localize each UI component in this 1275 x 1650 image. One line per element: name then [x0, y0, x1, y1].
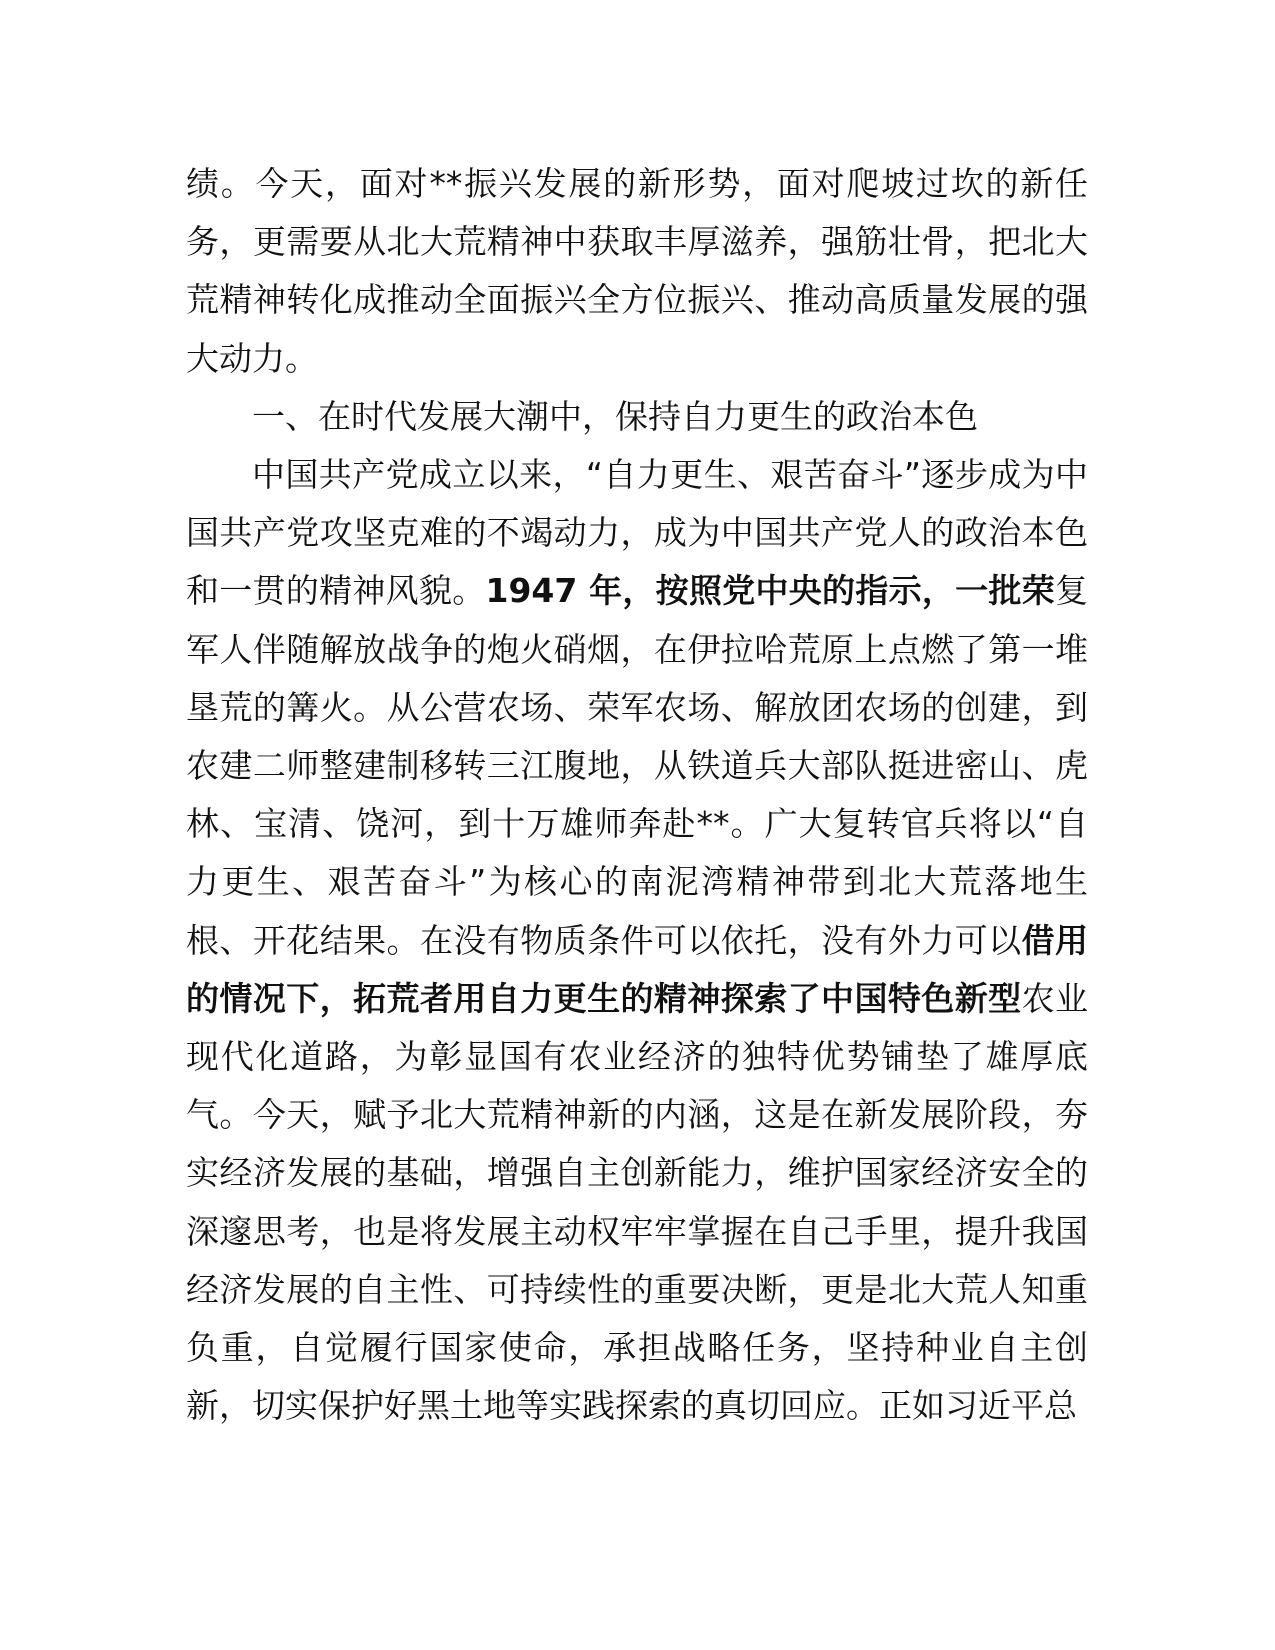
paragraph-3: [186, 446, 1088, 1435]
document-body: [186, 155, 1088, 1435]
section-heading-1: [186, 388, 1088, 446]
paragraph-3-bold-a: 1947 年，按照党中央的指示，一批荣: [485, 571, 1055, 611]
paragraph-3-text-a: 中国共产党成立以来，“自力更生、艰苦奋斗”逐步成为中国共产党攻坚克难的不竭动力，成为中国共产党人的政治本色和一贯的精神风貌。: [186, 455, 1088, 611]
paragraph-3-text-b: 复军人伴随解放战争的炮火硝烟，在伊拉哈荒原上点燃了第一堆垦荒的篝火。从公营农场、荣军农场、解放团农场的创建，到农建二师整建制移转三江腹地，从铁道兵大部队挺进密山、虎林、宝清、饶河，到十万雄师奔赴**。广大复转官兵将以“自力更生、艰苦奋斗”为核心的南泥湾精神带到北大荒落地生根、开花结果。在没有物质条件可以依托，没有外力可以: [186, 571, 1088, 960]
paragraph-1-text: 绩。今天，面对**振兴发展的新形势，面对爬坡过坎的新任务，更需要从北大荒精神中获取丰厚滋养，强筋壮骨，把北大荒精神转化成推动全面振兴全方位振兴、推动高质量发展的强大动力。: [186, 164, 1088, 378]
paragraph-3-text-c: 农业现代化道路，为彰显国有农业经济的独特优势铺垫了雄厚底气。今天，赋予北大荒精神新的内涵，这是在新发展阶段，夯实经济发展的基础，增强自主创新能力，维护国家经济安全的深邃思考，也是将发展主动权牢牢掌握在自己手里，提升我国经济发展的自主性、可持续性的重要决断，更是北大荒人知重负重，自觉履行国家使命，承担战略任务，坚持种业自主创新，切实保护好黑土地等实践探索的真切回应。正如习近平总: [186, 978, 1089, 1426]
paragraph-3-bold-b: 借用的情况下，拓荒者用自力更生的精神探索了中国特色新型: [186, 920, 1089, 1018]
section-heading-1-text: 一、在时代发展大潮中，保持自力更生的政治本色: [252, 396, 978, 436]
paragraph-1: [186, 155, 1088, 388]
